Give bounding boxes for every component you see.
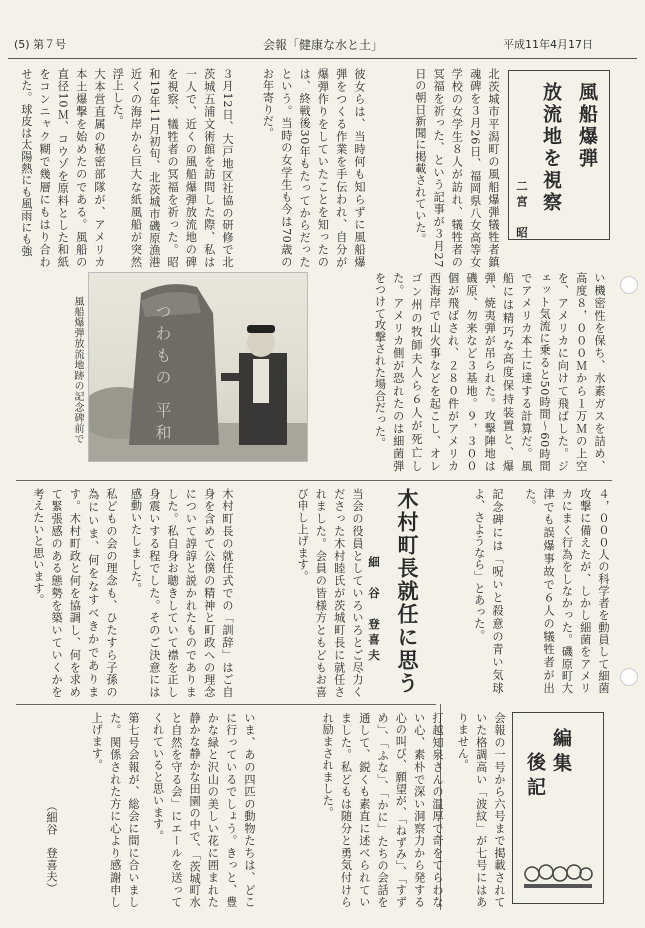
- article1-paragraph-5: い機密性を保ち、水素ガスを詰め、高度８，０００Ｍから１万Ｍの上空を、アメリカに向けて飛ばした。ジェット気流に乗ると50時間〜60時間でアメリカ本土に達する計算だ。風船には精巧な高度保持装置と、爆弾、焼夷弾が吊られた。攻撃陣地は磯原、勿来など３基地。９，３００個が飛ばされ、２８０件がアメリカ西海岸で山火事などを起こし、オレゴン州の牧師夫人ら６人が死亡した。アメリカ側が恐れたのは細菌弾をつけて攻撃された場合だった。: [373, 272, 606, 472]
- editors-note-paragraph-2: 打越知泉さんの温厚で奇をてらわない心、素朴で深い洞察力から発する心の叫び、願望が、「ねずみ」、「すずめ」、「ふな」、「かに」たちの会話を通して、鋭くも素直に述べられていました。私どもは随分と勇気付けられ励まされました。: [321, 712, 444, 908]
- editors-note-title-line2: 後記: [524, 752, 546, 802]
- article1-paragraph-2: 彼女らは、当時何も知らずに風船爆弾をつくる作業を手伝われ、自分が爆弾作りをしていたことを知ったのは、終戦後30年もたってからだったという。当時の女学生も今は70歳のお年寄りだ。: [261, 68, 366, 268]
- article2-paragraph-2: 木村町長の就任式での「訓辞」はご自身を含めて公僕の精神と町政への理念について諄諄と説かれたものでありました。私自身お聴きしていて襟を正し身震いする程でした。そのご決意には感動いたしました。: [129, 488, 234, 698]
- divider-horizontal-mid: [16, 480, 612, 481]
- article1-paragraph-1: 北茨城市平潟町の風船爆弾犠牲者鎮魂碑を３月26日、福岡県八女高等女学校の女学生８人が訪れ、犠牲者の冥福を祈った、という記事が３月27日の朝日新聞に掲載されていた。: [413, 68, 500, 268]
- page-header: [8, 8, 637, 64]
- memorial-photo: [88, 272, 308, 462]
- photo-caption: 風船爆弾放流地跡の記念碑前で: [72, 296, 83, 445]
- memorial-stone-illustration: [89, 273, 307, 461]
- binder-hole-top: [620, 276, 638, 294]
- trees-illustration: [522, 858, 594, 892]
- issue-date: 平成11年4月17日: [503, 38, 593, 51]
- article1-paragraph-3: ３月12日、大戸地区社協の研修で北茨城五浦文術館を訪問した際、私は一人で、近くの風船爆弾放流地の碑を視察、犠牲者の冥福を祈った。昭和19年11月初旬、北茨城市磯原漁港近くの海岸から巨大な紙風船が突然浮上した。: [111, 68, 234, 268]
- header-rule: [8, 58, 637, 59]
- article1-paragraph-6: ４，０００人の科学者を動員して細菌攻撃に備えたが、しかし細菌をアメリカにまく行為をしなかった。磯原町大津でも誤爆事故で６人の犠牲者が出た。: [523, 488, 610, 694]
- editors-note-paragraph-3: いま、あの四匹の動物たちは、どこに行っているでしょう。きっと、豊かな緑と沢山の美しい花に囲まれた静かな静かな田園の中で、「茨城町水と自然を守る会」にエールを送ってくれていると思います。: [151, 712, 256, 908]
- article2-author: 細 谷 登喜夫: [367, 556, 381, 665]
- divider-horizontal-lower: [16, 704, 436, 705]
- editors-note-signature: （細谷 登喜夫）: [45, 800, 58, 895]
- binder-hole-bottom: [620, 668, 638, 686]
- editors-note-title-line1: 編集: [550, 728, 572, 778]
- article2-title: 木村町長就任に思う: [395, 488, 419, 695]
- article1-title-line2: 放流地を視察: [540, 82, 562, 214]
- article1-title-line1: 風船爆弾: [576, 82, 598, 170]
- page-number: (5) 第７号: [14, 38, 67, 51]
- article2-paragraph-1: 当会の役員としていろいろとご尽力くださった木村睦氏が茨城町長に就任されました。会員の皆様方ともどもお喜び申し上げます。: [296, 488, 364, 698]
- article1-paragraph-7: 記念碑には「呪いと殺意の青い気球よ、さようなら」とあった。: [472, 488, 504, 694]
- newsletter-title: 会報「健康な水と土」: [263, 38, 384, 52]
- stone-inscription: つわもの 平和: [153, 303, 172, 447]
- editors-note-paragraph-1: 会報の一号から六号まで掲載されていた格調高い「波紋」が七号にはありません。: [456, 712, 506, 908]
- article1-author: 二宮 昭: [515, 180, 529, 242]
- article2-paragraph-3: 私どもの会の理念も、ひたすら子孫の為にいま、何をなすべきかであります。木村町政と何を協調し、何を求めて緊張感のある態勢を築いていくかを考えたいと思います。: [31, 488, 118, 698]
- article1-paragraph-4: 大本営直属の秘密部隊が、アメリカ本土爆撃を始めたのである。風船の直径10Ｍ、コウゾを原料とした和紙をコンニャク糊で幾層にもはり合わせた。球皮は太陽熱にも風雨にも強: [19, 68, 106, 268]
- editors-note-paragraph-4: 第七号会報が、総会に間に合いました。関係された方に心より感謝申し上げます。: [90, 712, 140, 908]
